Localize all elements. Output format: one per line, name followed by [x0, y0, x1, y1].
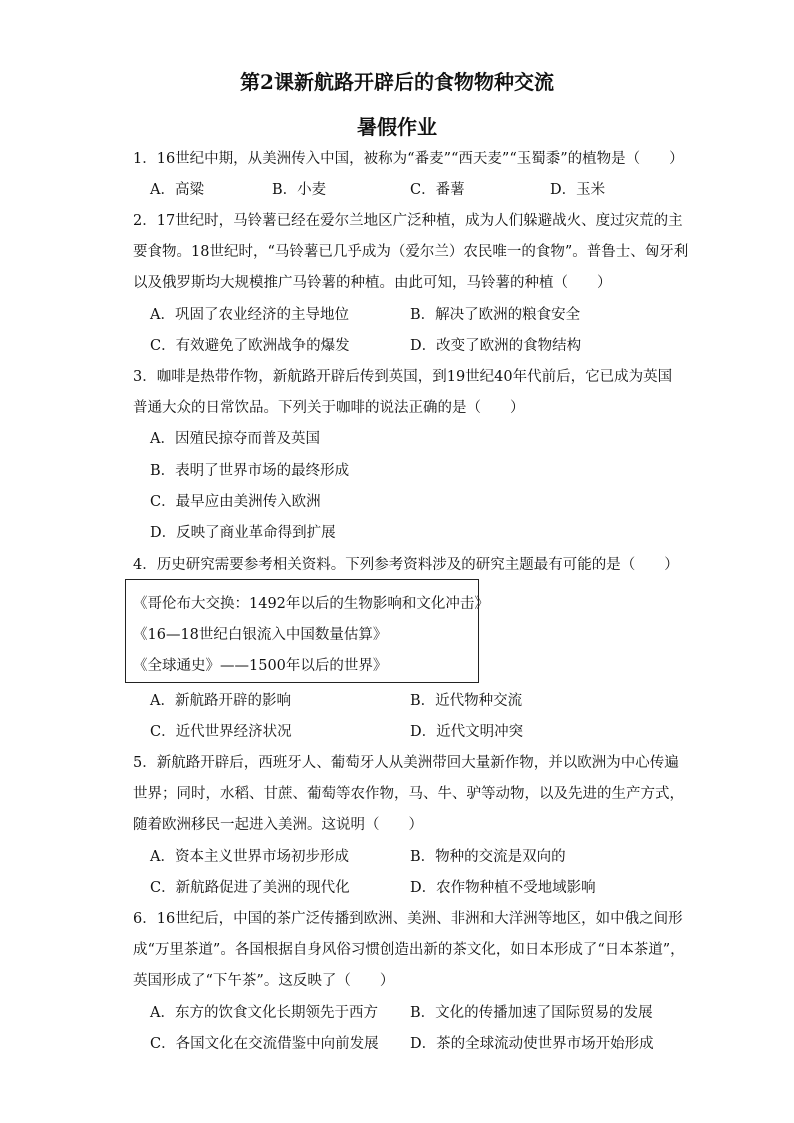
- question-2-stem-line1: 2．17世纪时，马铃薯已经在爱尔兰地区广泛种植，成为人们躲避战火、度过灾荒的主: [133, 213, 683, 229]
- question-3-stem-line2: 普通大众的日常饮品。下列关于咖啡的说法正确的是（ ）: [133, 400, 525, 416]
- reference-item: 《全球通史》——1500年以后的世界》: [133, 658, 388, 674]
- reference-item: 《哥伦布大交换：1492年以后的生物影响和文化冲击》: [133, 596, 489, 612]
- q6-option-b[interactable]: B．文化的传播加速了国际贸易的发展: [410, 1005, 653, 1021]
- question-5-stem-line1: 5．新航路开辟后，西班牙人、葡萄牙人从美洲带回大量新作物，并以欧洲为中心传遍: [133, 755, 679, 771]
- question-5-stem-line2: 世界；同时，水稻、甘蔗、葡萄等农作物，马、牛、驴等动物，以及先进的生产方式，: [133, 786, 684, 802]
- q4-option-b[interactable]: B．近代物种交流: [410, 693, 523, 709]
- q5-option-d[interactable]: D．农作物种植不受地域影响: [410, 880, 596, 896]
- q4-option-a[interactable]: A．新航路开辟的影响: [150, 693, 291, 709]
- question-2-stem-line3: 以及俄罗斯均大规模推广马铃薯的种植。由此可知，马铃薯的种植（ ）: [133, 275, 612, 291]
- q3-option-b[interactable]: B．表明了世界市场的最终形成: [150, 463, 350, 479]
- q5-option-c[interactable]: C．新航路促进了美洲的现代化: [150, 880, 350, 896]
- question-6-stem-line1: 6．16世纪后，中国的茶广泛传播到欧洲、美洲、非洲和大洋洲等地区，如中俄之间形: [133, 911, 683, 927]
- q2-option-d[interactable]: D．改变了欧洲的食物结构: [410, 338, 582, 354]
- question-4-stem: 4．历史研究需要参考相关资料。下列参考资料涉及的研究主题最有可能的是（ ）: [133, 557, 679, 573]
- q1-option-a[interactable]: A．高粱: [150, 182, 204, 198]
- question-2-stem-line2: 要食物。18世纪时，“马铃薯已几乎成为（爱尔兰）农民唯一的食物”。普鲁士、匈牙利: [133, 244, 689, 260]
- question-3-stem-line1: 3．咖啡是热带作物，新航路开辟后传到英国，到19世纪40年代前后，它已成为英国: [133, 369, 673, 385]
- q6-option-a[interactable]: A．东方的饮食文化长期领先于西方: [150, 1005, 378, 1021]
- q5-option-a[interactable]: A．资本主义世界市场初步形成: [150, 849, 349, 865]
- question-5-stem-line3: 随着欧洲移民一起进入美洲。这说明（ ）: [133, 817, 423, 833]
- q3-option-a[interactable]: A．因殖民掠夺而普及英国: [150, 431, 320, 447]
- q1-option-d[interactable]: D．玉米: [550, 182, 606, 198]
- q6-option-c[interactable]: C．各国文化在交流借鉴中向前发展: [150, 1036, 379, 1052]
- reference-box: [125, 579, 489, 683]
- question-6-stem-line2: 成“万里茶道”。各国根据自身风俗习惯创造出新的茶文化，如日本形成了“日本茶道”，: [133, 942, 685, 958]
- reference-item: 《16—18世纪白银流入中国数量估算》: [133, 627, 388, 643]
- page-title: 第2课新航路开辟后的食物物种交流: [240, 70, 554, 94]
- q2-option-c[interactable]: C．有效避免了欧洲战争的爆发: [150, 338, 350, 354]
- q6-option-d[interactable]: D．茶的全球流动使世界市场开始形成: [410, 1036, 654, 1052]
- page-subtitle: 暑假作业: [357, 115, 437, 139]
- question-6-stem-line3: 英国形成了“下午茶”。这反映了（ ）: [133, 973, 395, 989]
- q2-option-a[interactable]: A．巩固了农业经济的主导地位: [150, 307, 349, 323]
- q1-option-b[interactable]: B．小麦: [272, 182, 327, 198]
- q2-option-b[interactable]: B．解决了欧洲的粮食安全: [410, 307, 581, 323]
- q4-option-c[interactable]: C．近代世界经济状况: [150, 724, 292, 740]
- q3-option-c[interactable]: C．最早应由美洲传入欧洲: [150, 494, 321, 510]
- q5-option-b[interactable]: B．物种的交流是双向的: [410, 849, 566, 865]
- question-1-stem: 1．16世纪中期，从美洲传入中国，被称为“番麦”“西天麦”“玉蜀黍”的植物是（ ）: [133, 151, 684, 167]
- q1-option-c[interactable]: C．番薯: [410, 182, 465, 198]
- q4-option-d[interactable]: D．近代文明冲突: [410, 724, 524, 740]
- q3-option-d[interactable]: D．反映了商业革命得到扩展: [150, 525, 336, 541]
